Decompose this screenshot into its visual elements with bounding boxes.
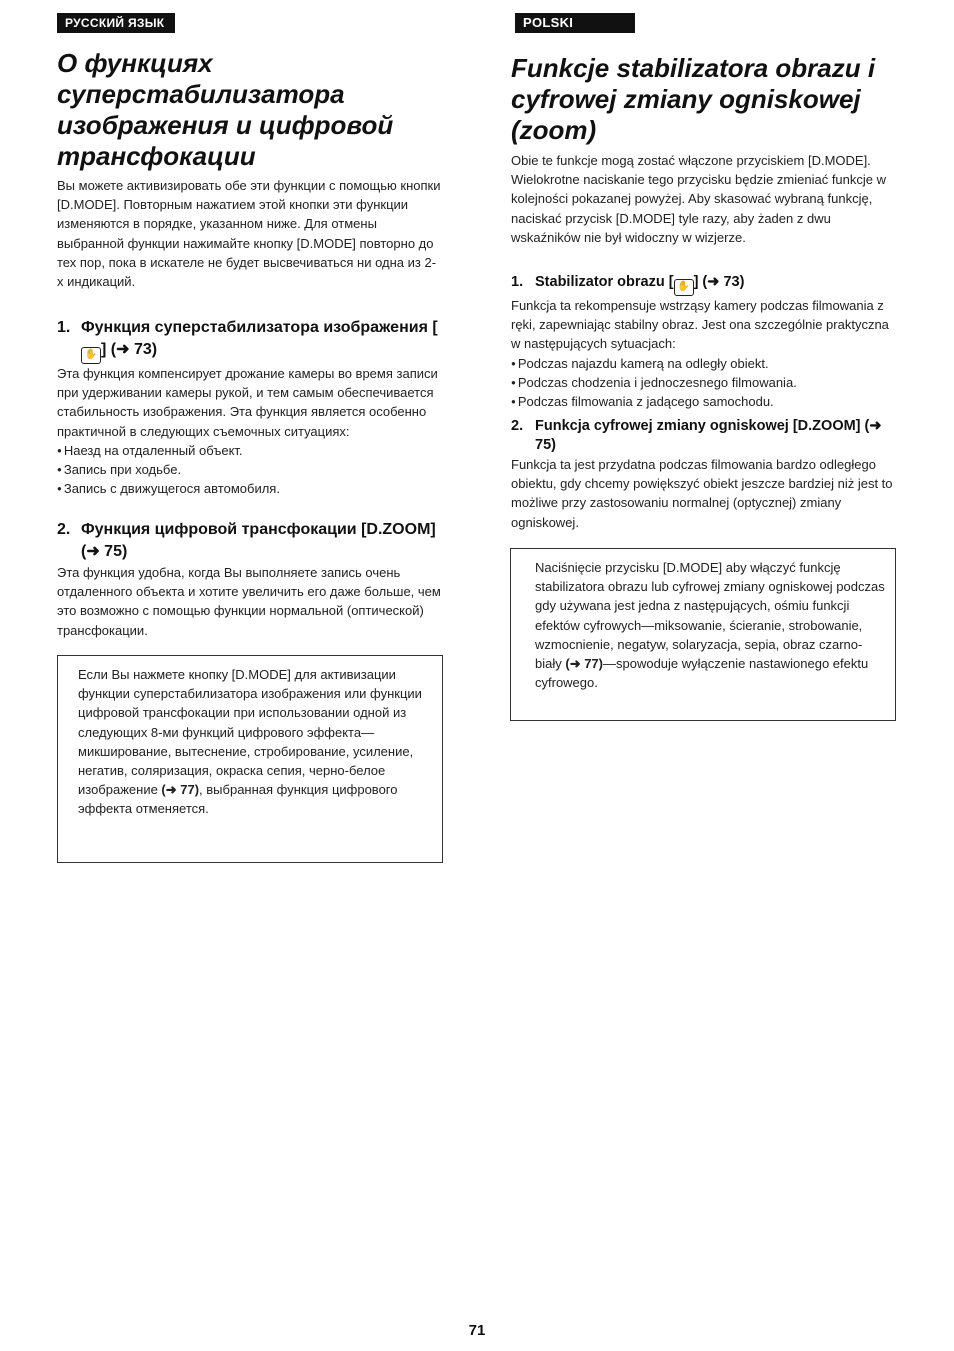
list-item: ● Podczas filmowania z jadącego samochodu. — [511, 392, 901, 411]
page-reference: 73) — [129, 341, 158, 358]
section-title: 2. Funkcja cyfrowej zmiany ogniskowej [D.ZOOM] (➜ 75) — [511, 418, 882, 453]
russian-intro: Вы можете активизировать обе эти функции с помощью кнопки [D.MODE]. Повторным нажатием этой кнопки эти функции изменяются в порядке, указанном ниже. Для отмены выбранной функции нажимайте кнопку [D.MODE] повторно до тех пор, пока в искателе не будет высвечиваться ни одна из 2-х индикаций. — [57, 178, 441, 290]
section-title-text: Функция суперстабилизатора изображения [ — [81, 319, 438, 336]
page-number: 71 — [468, 1322, 486, 1339]
arrow-right-icon: ➜ — [86, 543, 100, 560]
section-title: 1. Stabilizator obrazu [ ✋ ] (➜ 73) — [511, 273, 901, 296]
section-body: Эта функция компенсирует дрожание камеры во время записи при удерживании камеры рукой, и тем самым обеспечивается стабильность изображения. Эта функция является особенно практичной в следующих съемочных ситуациях: — [57, 366, 438, 439]
polish-intro: Obie te funkcje mogą zostać włączone przyciskiem [D.MODE]. Wielokrotne naciskanie tego przycisku będzie zmieniać funkcje w kolejności pokazanej powyżej. Aby skasować wybraną funkcję, naciskać przycisk [D.MODE] tyle razy, aby żaden z dwu wskaźników nie był widoczny w wizjerze. — [511, 153, 887, 245]
section-body: Эта функция удобна, когда Вы выполняете запись очень отдаленного объекта и хотите увеличить его даже больше, чем это возможно с помощью функции нормальной (оптической) трансфокации. — [57, 565, 441, 638]
section-title: 1. Функция суперстабилизатора изображения [✋ ] (➜ 73) — [57, 317, 442, 364]
note-text: Naciśnięcie przycisku [D.MODE] aby włączyć funkcję stabilizatora obrazu lub cyfrowej zmiany ogniskowej podczas gdy używana jest jedna z następujących, ośmiu funkcji efektów cyfrowych—miksowanie, ścieranie, strobowanie, wzmocnienie, negatyw, solaryzacja, sepia, obraz czarno-biały (➜ 77)—spowoduje wyłączenie nastawionego efektu cyfrowego. — [535, 560, 885, 691]
page-reference: 73) — [719, 274, 745, 290]
note-text: Если Вы нажмете кнопку [D.MODE] для активизации функции суперстабилизатора изображения или функции цифровой трансфокации при использовании одной из следующих 8-ми функций цифрового эффекта—микширование, вытеснение, стробирование, усиление, негатив, соляризация, окраска сепия, черно-белое изображение (➜ 77), выбранная функция цифрового эффекта отменяется. — [78, 667, 422, 817]
section-body: Funkcja ta rekompensuje wstrząsy kamery podczas filmowania z ręki, zapewniając stabilny obraz. Jest ona szczególnie praktyczna w następujących sytuacjach: — [511, 298, 889, 352]
polish-title: Funkcje stabilizatora obrazu i cyfrowej zmiany ogniskowej (zoom) — [511, 53, 876, 145]
list-item: ● Наезд на отдаленный объект. — [57, 441, 442, 460]
arrow-right-icon: ➜ — [116, 341, 130, 358]
page-reference: 75) — [535, 437, 556, 453]
russian-note-box — [57, 655, 443, 863]
page-reference: (➜ 77) — [565, 656, 603, 672]
list-item: ● Запись с движущегося автомобиля. — [57, 479, 442, 498]
list-item: ● Запись при ходьбе. — [57, 460, 442, 479]
hand-camera-icon: ✋ — [674, 279, 694, 296]
russian-title: О функциях суперстабилизатора изображения и цифровой трансфокации — [57, 48, 394, 171]
section-title: 2. Функция цифровой трансфокации [D.ZOOM] (➜ 75) — [57, 521, 436, 560]
situation-list — [57, 441, 442, 499]
arrow-right-icon: ➜ — [869, 418, 882, 434]
page-reference: (➜ 77) — [161, 782, 200, 798]
situation-list — [511, 354, 901, 412]
section-number: 1. — [511, 274, 524, 290]
language-tag-polish: POLSKI — [515, 13, 635, 33]
section-body: Funkcja ta jest przydatna podczas filmowania bardzo odległego obiektu, gdy chcemy powiększyć obiekt jeszcze bardziej niż jest to możliwe przy zastosowaniu normalnej (optycznej) zmiany ogniskowej. — [511, 457, 893, 530]
arrow-right-icon: ➜ — [707, 274, 720, 290]
polish-note-box — [510, 548, 896, 721]
russian-section-stabilizer — [57, 317, 442, 498]
list-item: ● Podczas najazdu kamerą na odległy obiekt. — [511, 354, 901, 373]
page-reference: 75) — [99, 543, 128, 560]
section-number: 2. — [511, 418, 524, 434]
section-number: 2. — [57, 521, 71, 538]
hand-camera-icon: ✋ — [81, 347, 101, 364]
polish-section-dzoom — [511, 417, 901, 532]
language-tag-russian: РУССКИЙ ЯЗЫК — [57, 13, 175, 33]
section-number: 1. — [57, 319, 71, 336]
russian-section-dzoom — [57, 519, 447, 640]
list-item: ● Podczas chodzenia i jednoczesnego filmowania. — [511, 373, 901, 392]
polish-section-stabilizer — [511, 273, 901, 411]
